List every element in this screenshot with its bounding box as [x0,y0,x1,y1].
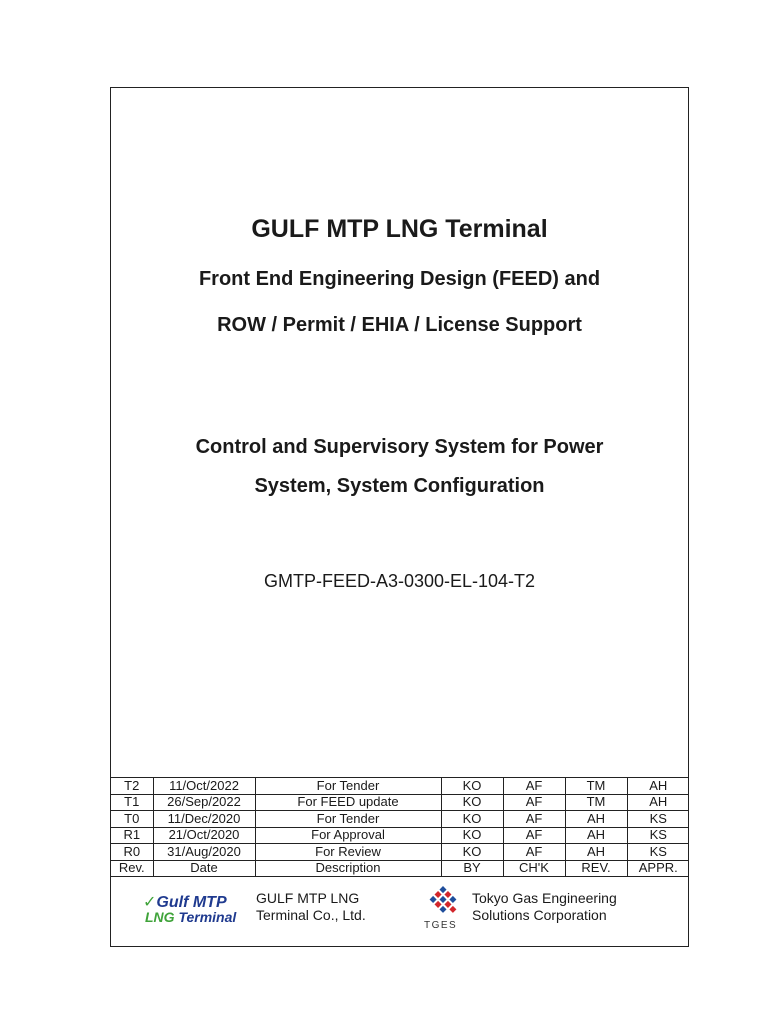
revision-cell-date: 11/Oct/2022 [153,778,255,795]
revision-cell-rev: T1 [111,794,153,811]
revision-cell-chk: AF [503,844,565,861]
revision-cell-review: REV. [565,860,627,877]
revision-cell-rev: R1 [111,827,153,844]
revision-cell-rev: Rev. [111,860,153,877]
gulf-mtp-logo: ✓Gulf MTP LNG Terminal [143,894,237,925]
revision-row [111,827,689,844]
revision-cell-by: KO [441,844,503,861]
revision-cell-by: KO [441,778,503,795]
revision-cell-review: AH [565,844,627,861]
revision-cell-by: KO [441,827,503,844]
cover-frame [110,87,689,947]
revision-cell-chk: AF [503,794,565,811]
revision-cell-rev: T0 [111,811,153,828]
revision-cell-chk: CH'K [503,860,565,877]
revision-cell-date: 31/Aug/2020 [153,844,255,861]
revision-row [111,778,689,795]
project-subtitle-line2: ROW / Permit / EHIA / License Support [217,314,582,336]
project-title: GULF MTP LNG Terminal [251,215,548,243]
revision-cell-description: For Review [255,844,441,861]
revision-cell-rev: R0 [111,844,153,861]
revision-cell-review: TM [565,794,627,811]
revision-cell-by: KO [441,811,503,828]
revision-row [111,844,689,861]
revision-cell-description: Description [255,860,441,877]
revision-cell-chk: AF [503,778,565,795]
document-title-line1: Control and Supervisory System for Power [195,436,604,458]
revision-cell-by: KO [441,794,503,811]
revision-cell-review: TM [565,778,627,795]
company2-name: Tokyo Gas Engineering Solutions Corporation [472,890,617,923]
revision-cell-appr: KS [627,844,689,861]
revision-row [111,794,689,811]
revision-table [111,777,689,877]
footer [111,876,688,946]
document-number: GMTP-FEED-A3-0300-EL-104-T2 [263,571,536,591]
revision-cell-rev: T2 [111,778,153,795]
revision-cell-appr: KS [627,811,689,828]
revision-row [111,811,689,828]
revision-cell-review: AH [565,811,627,828]
revision-cell-review: AH [565,827,627,844]
revision-cell-chk: AF [503,811,565,828]
project-subtitle-line1: Front End Engineering Design (FEED) and [198,268,601,290]
revision-header-row [111,860,689,877]
revision-cell-appr: AH [627,778,689,795]
revision-cell-by: BY [441,860,503,877]
revision-cell-description: For Approval [255,827,441,844]
tges-logo: TGES [423,886,463,934]
revision-cell-description: For Tender [255,811,441,828]
revision-cell-date: Date [153,860,255,877]
revision-cell-date: 26/Sep/2022 [153,794,255,811]
revision-cell-chk: AF [503,827,565,844]
revision-cell-description: For FEED update [255,794,441,811]
revision-cell-date: 11/Dec/2020 [153,811,255,828]
company1-name: GULF MTP LNG Terminal Co., Ltd. [256,890,366,923]
revision-cell-date: 21/Oct/2020 [153,827,255,844]
revision-cell-appr: AH [627,794,689,811]
document-title-line2: System, System Configuration [254,475,545,497]
revision-cell-description: For Tender [255,778,441,795]
revision-cell-appr: KS [627,827,689,844]
revision-cell-appr: APPR. [627,860,689,877]
